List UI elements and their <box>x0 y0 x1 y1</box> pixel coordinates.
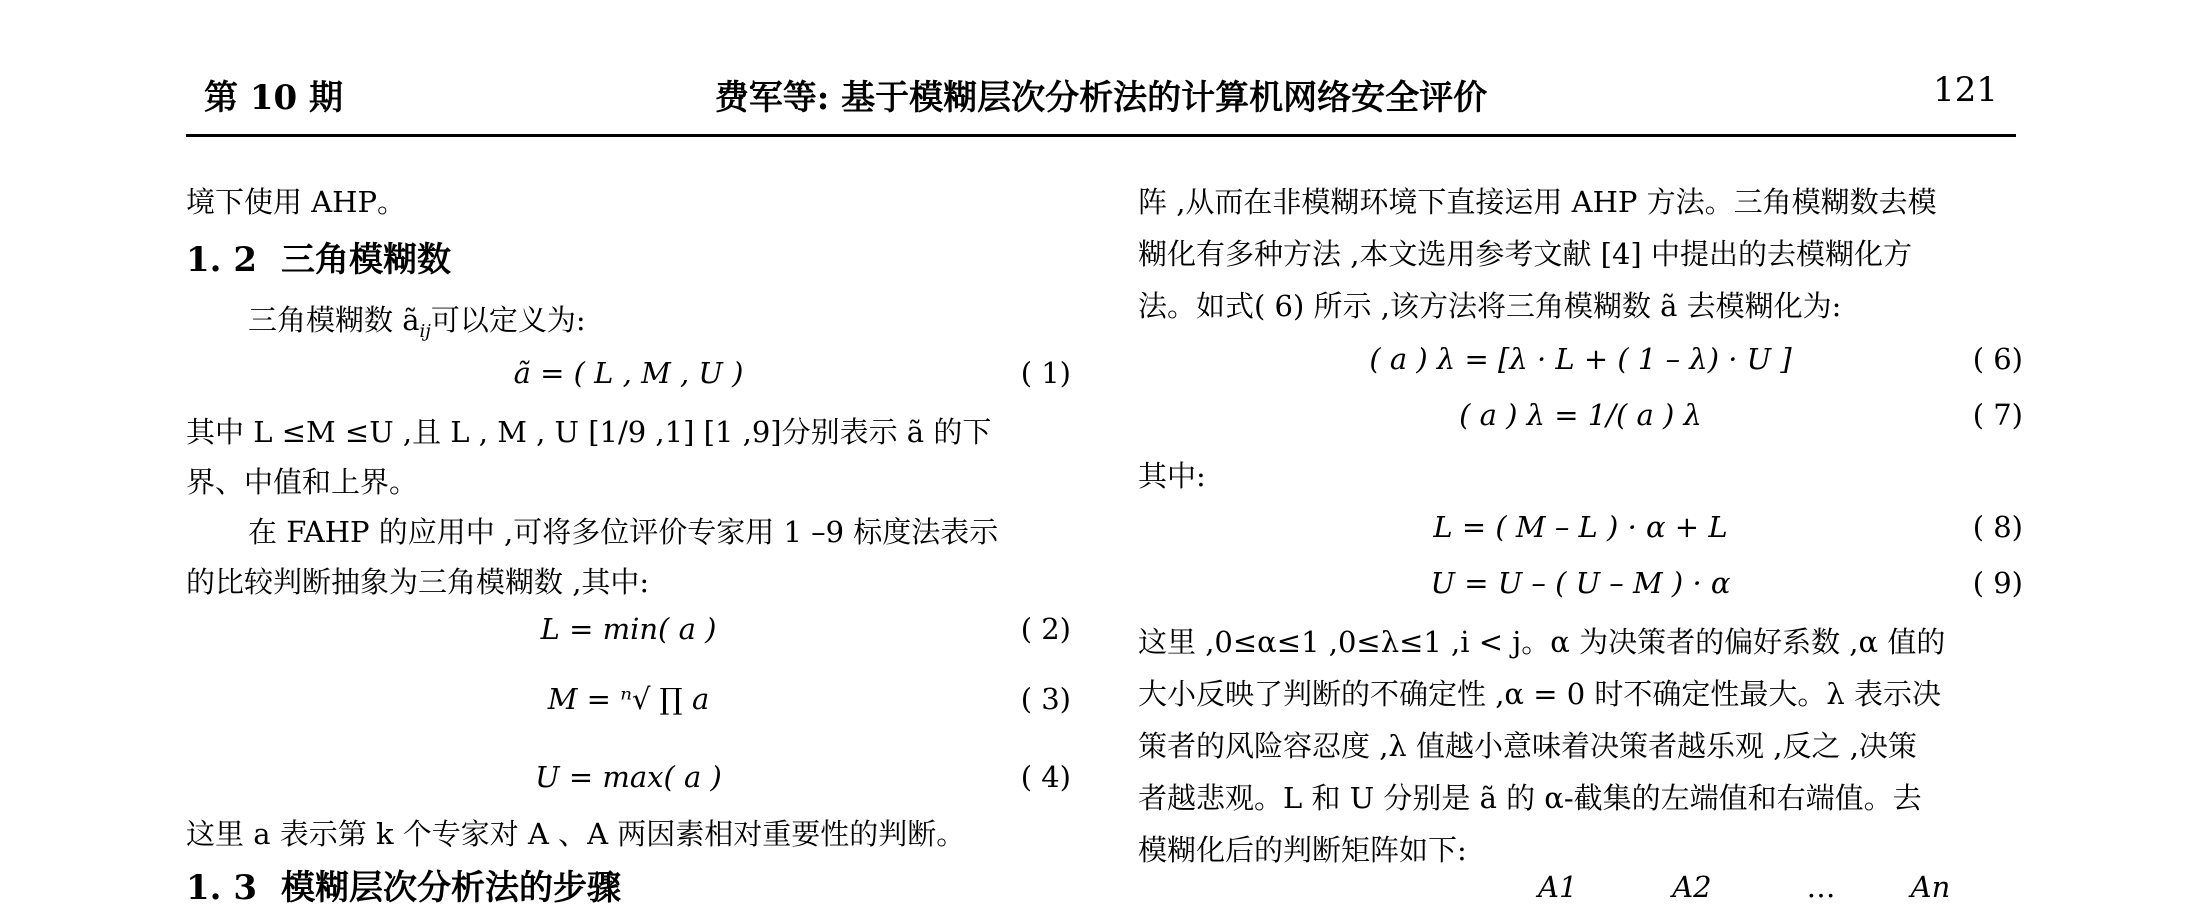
text-line: 阵 ,从而在非模糊环境下直接运用 AHP 方法。三角模糊数去模 <box>1138 185 1937 219</box>
section-heading-1-3: 1. 3 模糊层次分析法的步骤 <box>186 868 621 908</box>
text-line: 三角模糊数 $ã_{ij}$可以定义为: <box>248 303 586 342</box>
matrix-head: A2 <box>1672 870 1712 904</box>
text-line: 者越悲观。L 和 U 分别是 ã 的 α-截集的左端值和右端值。去 <box>1138 781 1922 815</box>
text-line: 大小反映了判断的不确定性 ,α = 0 时不确定性最大。λ 表示决 <box>1138 677 1942 711</box>
text-line: 界、中值和上界。 <box>186 465 419 499</box>
section-heading-1-2: 1. 2 三角模糊数 <box>186 240 451 280</box>
text-line: 法。如式( 6) 所示 ,该方法将三角模糊数 ã 去模糊化为: <box>1138 289 1842 323</box>
text-line: 这里 ,0≤α≤1 ,0≤λ≤1 ,i < j。α 为决策者的偏好系数 ,α 值的 <box>1138 625 1946 659</box>
text-line: 策者的风险容忍度 ,λ 值越小意味着决策者越乐观 ,反之 ,决策 <box>1138 729 1917 763</box>
matrix-head: An <box>1910 870 1951 904</box>
text-line: 其中 L ≤M ≤U ,且 L , M , U [1/9 ,1] [1 ,9]分别表示 ã 的下 <box>186 415 992 449</box>
text-line: 的比较判断抽象为三角模糊数 ,其中: <box>186 565 650 599</box>
text-line: 境下使用 AHP。 <box>186 185 406 219</box>
text-line: 这里 a 表示第 k 个专家对 A 、A 两因素相对重要性的判断。 <box>186 817 966 851</box>
article-title: 费军等: 基于模糊层次分析法的计算机网络安全评价 <box>714 78 1488 118</box>
text-line: 其中: <box>1138 459 1206 493</box>
text-line: 糊化有多种方法 ,本文选用参考文献 [4] 中提出的去模糊化方 <box>1138 237 1912 271</box>
matrix-column-headers <box>1538 870 1991 904</box>
matrix-head: A1 <box>1538 870 1578 904</box>
matrix-head: … <box>1806 870 1836 904</box>
running-header <box>186 52 2016 137</box>
issue-number: 第 10 期 <box>204 78 343 118</box>
page-number: 121 <box>1933 70 1998 110</box>
text-line: 模糊化后的判断矩阵如下: <box>1138 833 1467 867</box>
text-line: 在 FAHP 的应用中 ,可将多位评价专家用 1 –9 标度法表示 <box>248 515 999 549</box>
